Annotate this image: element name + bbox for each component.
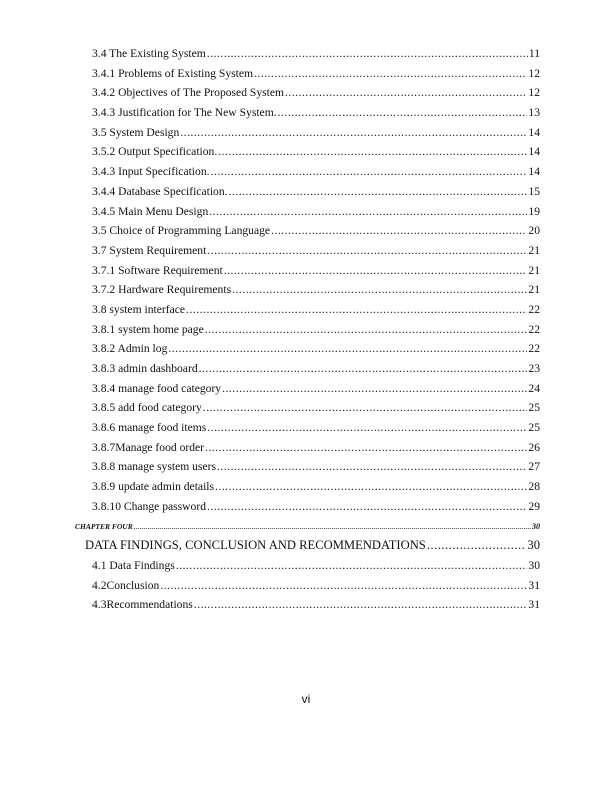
toc-entry-label: 3.8.2 Admin log xyxy=(92,342,168,356)
toc-entry[interactable] xyxy=(92,595,540,615)
toc-entry-label: DATA FINDINGS, CONCLUSION AND RECOMMENDATIONS xyxy=(85,538,426,553)
toc-entry[interactable] xyxy=(92,280,540,300)
dot-leader xyxy=(254,64,527,84)
toc-entry-page: 21 xyxy=(528,263,540,277)
toc-entry[interactable] xyxy=(92,241,540,261)
toc-entry[interactable] xyxy=(92,103,540,123)
toc-entry[interactable] xyxy=(92,398,540,418)
toc-entry[interactable] xyxy=(92,576,540,596)
dot-leader xyxy=(218,142,527,162)
toc-entry-label: 3.7 System Requirement xyxy=(92,243,207,257)
toc-entry[interactable] xyxy=(85,536,540,556)
dot-leader xyxy=(222,379,527,399)
dot-leader xyxy=(168,339,527,359)
toc-entry-label: 3.4 The Existing System xyxy=(92,47,206,60)
toc-entry-label: 3.8.3 admin dashboard xyxy=(92,362,198,375)
toc-entry-label: 4.1 Data Findings xyxy=(92,558,175,572)
toc-entry-page: 24 xyxy=(528,381,540,395)
toc-entry-label: 3.8.10 Change password xyxy=(92,499,206,513)
toc-entry[interactable] xyxy=(92,44,540,64)
toc-entry-label: 3.4.1 Problems of Existing System xyxy=(92,66,254,80)
toc-entry-page: 12 xyxy=(528,66,540,80)
toc-entry[interactable] xyxy=(92,418,540,438)
toc-entry-page: 29 xyxy=(528,499,540,513)
dot-leader xyxy=(207,241,527,261)
toc-entry-page: 11 xyxy=(528,47,540,60)
dot-leader xyxy=(207,418,527,438)
toc-entry-label: 3.8.9 update admin details xyxy=(92,480,215,494)
toc-entry-page: 30 xyxy=(528,558,540,572)
toc-entry[interactable] xyxy=(92,438,540,458)
toc-entry[interactable] xyxy=(92,123,540,143)
toc-entry-label: 3.4.2 Objectives of The Proposed System xyxy=(92,86,285,100)
toc-entry[interactable] xyxy=(92,182,540,202)
dot-leader xyxy=(271,221,527,241)
dot-leader xyxy=(211,162,528,182)
toc-entry-page: 30 xyxy=(527,538,540,553)
toc-entry[interactable] xyxy=(92,320,540,340)
toc-entry-page: 13 xyxy=(528,106,540,120)
dot-leader xyxy=(229,182,528,202)
dot-leader xyxy=(199,359,528,379)
toc-entry-page: 22 xyxy=(528,322,540,336)
toc-entry-page: 22 xyxy=(528,302,540,316)
dot-leader xyxy=(215,477,527,497)
dot-leader xyxy=(207,497,527,517)
toc-entry[interactable] xyxy=(92,162,540,182)
toc-entry-page: 12 xyxy=(528,86,540,100)
toc-entry-page: 14 xyxy=(528,165,540,179)
toc-entry-page: 20 xyxy=(528,224,540,238)
toc-entry[interactable] xyxy=(92,142,540,162)
toc-entry[interactable] xyxy=(92,339,540,359)
toc-entry-label: 3.4.4 Database Specification. xyxy=(92,184,228,198)
toc-entry-page: 15 xyxy=(528,184,540,198)
dot-leader xyxy=(224,261,528,281)
toc-entry-label: CHAPTER FOUR xyxy=(75,521,133,531)
dot-leader xyxy=(180,123,527,143)
table-of-contents xyxy=(0,44,612,615)
dot-leader xyxy=(278,103,528,123)
dot-leader xyxy=(176,556,528,576)
toc-entry[interactable] xyxy=(92,202,540,222)
toc-entry-page: 27 xyxy=(528,460,540,474)
toc-entry[interactable] xyxy=(75,517,540,537)
toc-entry[interactable] xyxy=(92,457,540,477)
toc-entry-page: 21 xyxy=(528,243,540,257)
dot-leader xyxy=(160,576,527,596)
toc-entry-label: 3.5 Choice of Programming Language xyxy=(92,224,271,238)
dot-leader xyxy=(285,83,527,103)
toc-entry[interactable] xyxy=(92,64,540,84)
toc-entry-label: 3.4.3 Justification for The New System. xyxy=(92,106,277,120)
toc-entry-page: 28 xyxy=(528,480,540,494)
toc-entry-page: 25 xyxy=(528,421,540,435)
toc-entry-label: 3.8.6 manage food items xyxy=(92,421,207,435)
dot-leader xyxy=(207,44,528,64)
toc-entry-label: 3.8 system interface xyxy=(92,302,186,316)
toc-entry[interactable] xyxy=(92,556,540,576)
toc-entry[interactable] xyxy=(92,477,540,497)
toc-entry-label: 3.5 System Design xyxy=(92,125,180,139)
toc-entry-page: 22 xyxy=(528,342,540,356)
toc-entry[interactable] xyxy=(92,221,540,241)
toc-entry[interactable] xyxy=(92,379,540,399)
dot-leader xyxy=(203,398,528,418)
toc-entry-label: 3.4.5 Main Menu Design xyxy=(92,204,209,218)
dot-leader xyxy=(232,280,527,300)
toc-entry-label: 3.8.5 add food category xyxy=(92,401,202,415)
dot-leader xyxy=(217,457,527,477)
toc-entry-label: 3.5.2 Output Specification. xyxy=(92,145,218,159)
dot-leader xyxy=(427,536,527,556)
toc-entry-page: 30 xyxy=(532,521,540,531)
toc-entry-page: 14 xyxy=(528,125,540,139)
toc-entry[interactable] xyxy=(92,300,540,320)
toc-entry-label: 3.8.1 system home page xyxy=(92,322,204,336)
toc-entry-page: 26 xyxy=(528,440,540,454)
dot-leader xyxy=(194,595,528,615)
toc-entry-label: 3.7.2 Hardware Requirements xyxy=(92,283,232,297)
toc-entry-label: 3.8.4 manage food category xyxy=(92,381,222,395)
toc-entry-page: 21 xyxy=(528,283,540,297)
toc-entry-label: 3.7.1 Software Requirement xyxy=(92,263,223,277)
toc-entry[interactable] xyxy=(92,497,540,517)
toc-entry-page: 23 xyxy=(528,362,540,375)
dot-leader xyxy=(205,320,528,340)
toc-entry-page: 31 xyxy=(528,578,540,592)
toc-entry[interactable] xyxy=(92,359,540,379)
toc-entry-label: 4.2Conclusion xyxy=(92,578,160,592)
page-number: vi xyxy=(301,692,311,706)
toc-entry-label: 3.8.7Manage food order xyxy=(92,440,205,454)
toc-entry-label: 3.8.8 manage system users xyxy=(92,460,216,474)
dot-leader xyxy=(186,300,527,320)
toc-entry[interactable] xyxy=(92,83,540,103)
toc-entry-page: 19 xyxy=(528,204,540,218)
toc-entry-page: 31 xyxy=(528,598,540,612)
toc-entry-label: 4.3Recommendations xyxy=(92,598,193,612)
dot-leader xyxy=(205,438,527,458)
toc-entry-page: 14 xyxy=(528,145,540,159)
dot-leader xyxy=(209,202,527,222)
toc-entry[interactable] xyxy=(92,261,540,281)
toc-entry-page: 25 xyxy=(528,401,540,415)
toc-entry-label: 3.4.3 Input Specification. xyxy=(92,165,210,179)
